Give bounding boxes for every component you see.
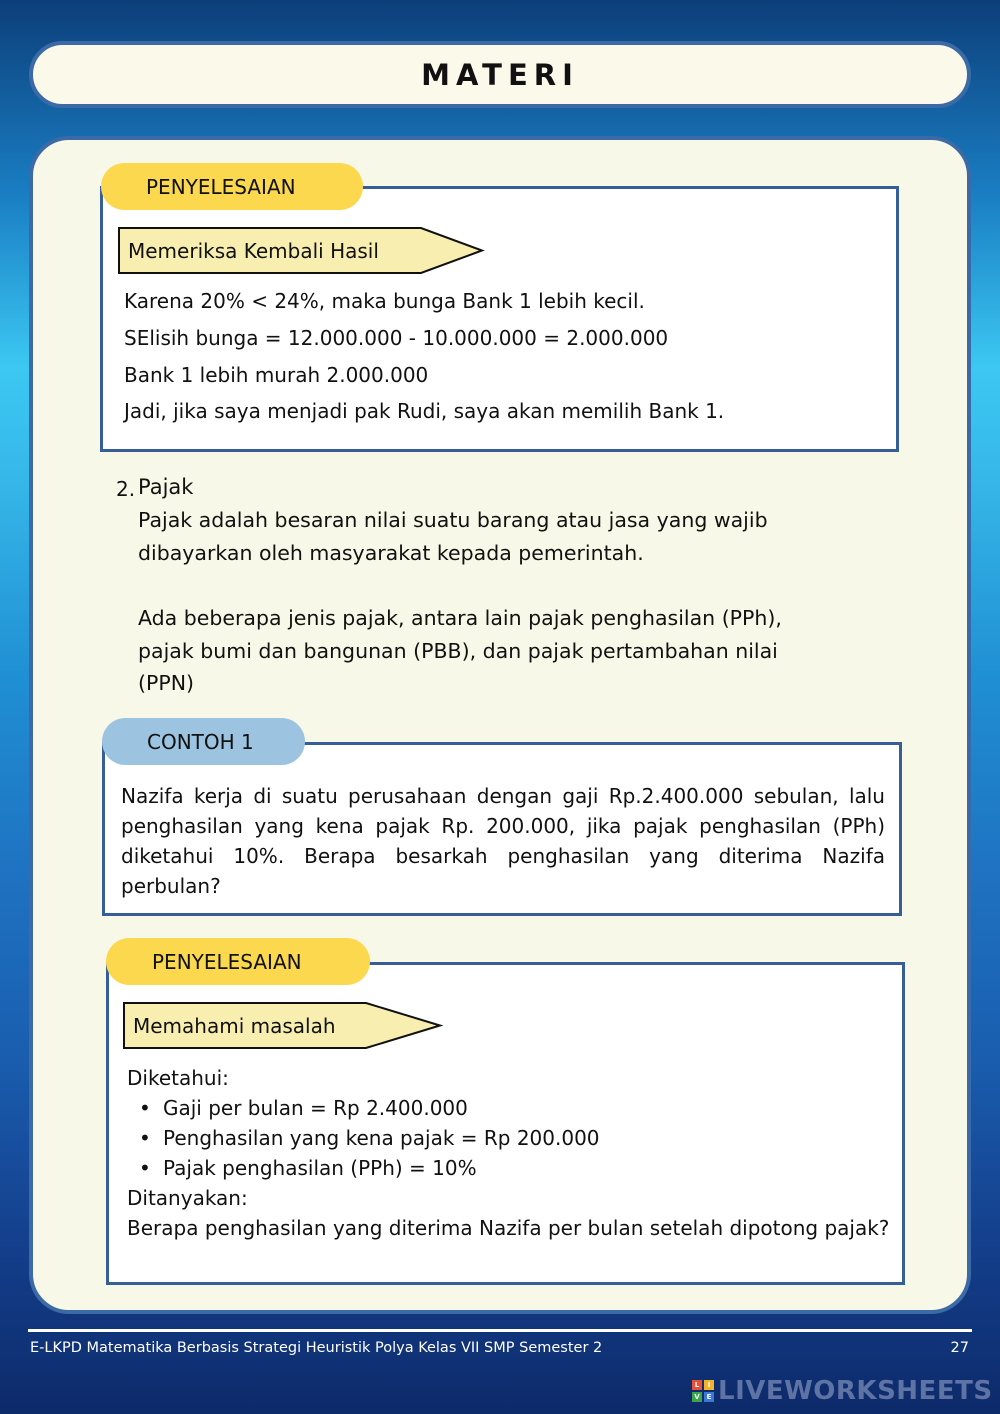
tag-memahami-label: Memahami masalah [133,1013,336,1038]
check-line-2: SElisih bunga = 12.000.000 - 10.000.000 = 2.000.000 [124,326,669,350]
pajak-p1-line-1: Pajak adalah besaran nilai suatu barang atau jasa yang wajib [138,508,768,532]
pajak-heading: Pajak [138,475,194,499]
list-item [127,1093,887,1123]
pajak-paragraph-1 [138,504,898,569]
pajak-p2-line-1: Ada beberapa jenis pajak, antara lain pajak penghasilan (PPh), [138,606,782,630]
list-item [127,1153,887,1183]
solution-pill-2 [106,938,370,985]
title-bar [29,41,971,108]
tag-memahami [123,1002,445,1049]
known-list [127,1093,887,1183]
pajak-paragraph-2 [138,602,898,700]
question-text: Berapa penghasilan yang diterima Nazifa per bulan setelah dipotong pajak? [127,1216,890,1240]
page-title: MATERI [421,57,579,92]
check-line-3: Bank 1 lebih murah 2.000.000 [124,363,429,387]
known-item-3: Pajak penghasilan (PPh) = 10% [163,1156,477,1180]
bullet-marker: • [139,1096,151,1120]
pajak-p2-line-2: pajak bumi dan bangunan (PBB), dan pajak pertambahan nilai [138,638,778,663]
pajak-number: 2. [116,477,136,501]
footer-title: E-LKPD Matematika Berbasis Strategi Heuristik Polya Kelas VII SMP Semester 2 [30,1340,603,1356]
logo-letter-i: I [704,1380,714,1390]
logo-letter-e: E [704,1392,714,1402]
tag-memeriksa-label: Memeriksa Kembali Hasil [128,238,379,263]
tag-memeriksa [118,227,486,274]
solution-pill-2-label: PENYELESAIAN [152,949,302,974]
known-item-2: Penghasilan yang kena pajak = Rp 200.000 [163,1126,600,1150]
check-line-4: Jadi, jika saya menjadi pak Rudi, saya akan memilih Bank 1. [124,399,725,423]
bullet-marker: • [139,1156,151,1180]
pajak-p2-line-3: (PPN) [138,671,195,695]
known-item-1: Gaji per bulan = Rp 2.400.000 [163,1096,468,1120]
solution-pill-1-label: PENYELESAIAN [146,174,296,199]
footer-divider [28,1329,972,1332]
logo-letter-l: L [692,1380,702,1390]
list-item [127,1123,887,1153]
check-line-1: Karena 20% < 24%, maka bunga Bank 1 lebih kecil. [124,289,645,313]
logo-letter-v: V [692,1392,702,1402]
example-pill [102,718,305,765]
pajak-p1-line-2: dibayarkan oleh masyarakat kepada pemerintah. [138,540,644,565]
liveworksheets-text: LIVEWORKSHEETS [718,1376,993,1406]
liveworksheets-watermark [692,1376,993,1406]
liveworksheets-logo-icon [692,1380,714,1402]
example-text: Nazifa kerja di suatu perusahaan dengan gaji Rp.2.400.000 sebulan, lalu penghasilan yang kena pajak Rp. 200.000, jika pajak penghasilan (PPh) diketahui 10%. Berapa besarkah penghasilan yang diterima Nazifa perbulan? [121,784,885,898]
bullet-marker: • [139,1126,151,1150]
solution-pill-1 [101,163,363,210]
diketahui-label: Diketahui: [127,1066,229,1090]
example-pill-label: CONTOH 1 [147,729,254,754]
page-number: 27 [950,1340,969,1356]
ditanyakan-label: Ditanyakan: [127,1186,248,1210]
